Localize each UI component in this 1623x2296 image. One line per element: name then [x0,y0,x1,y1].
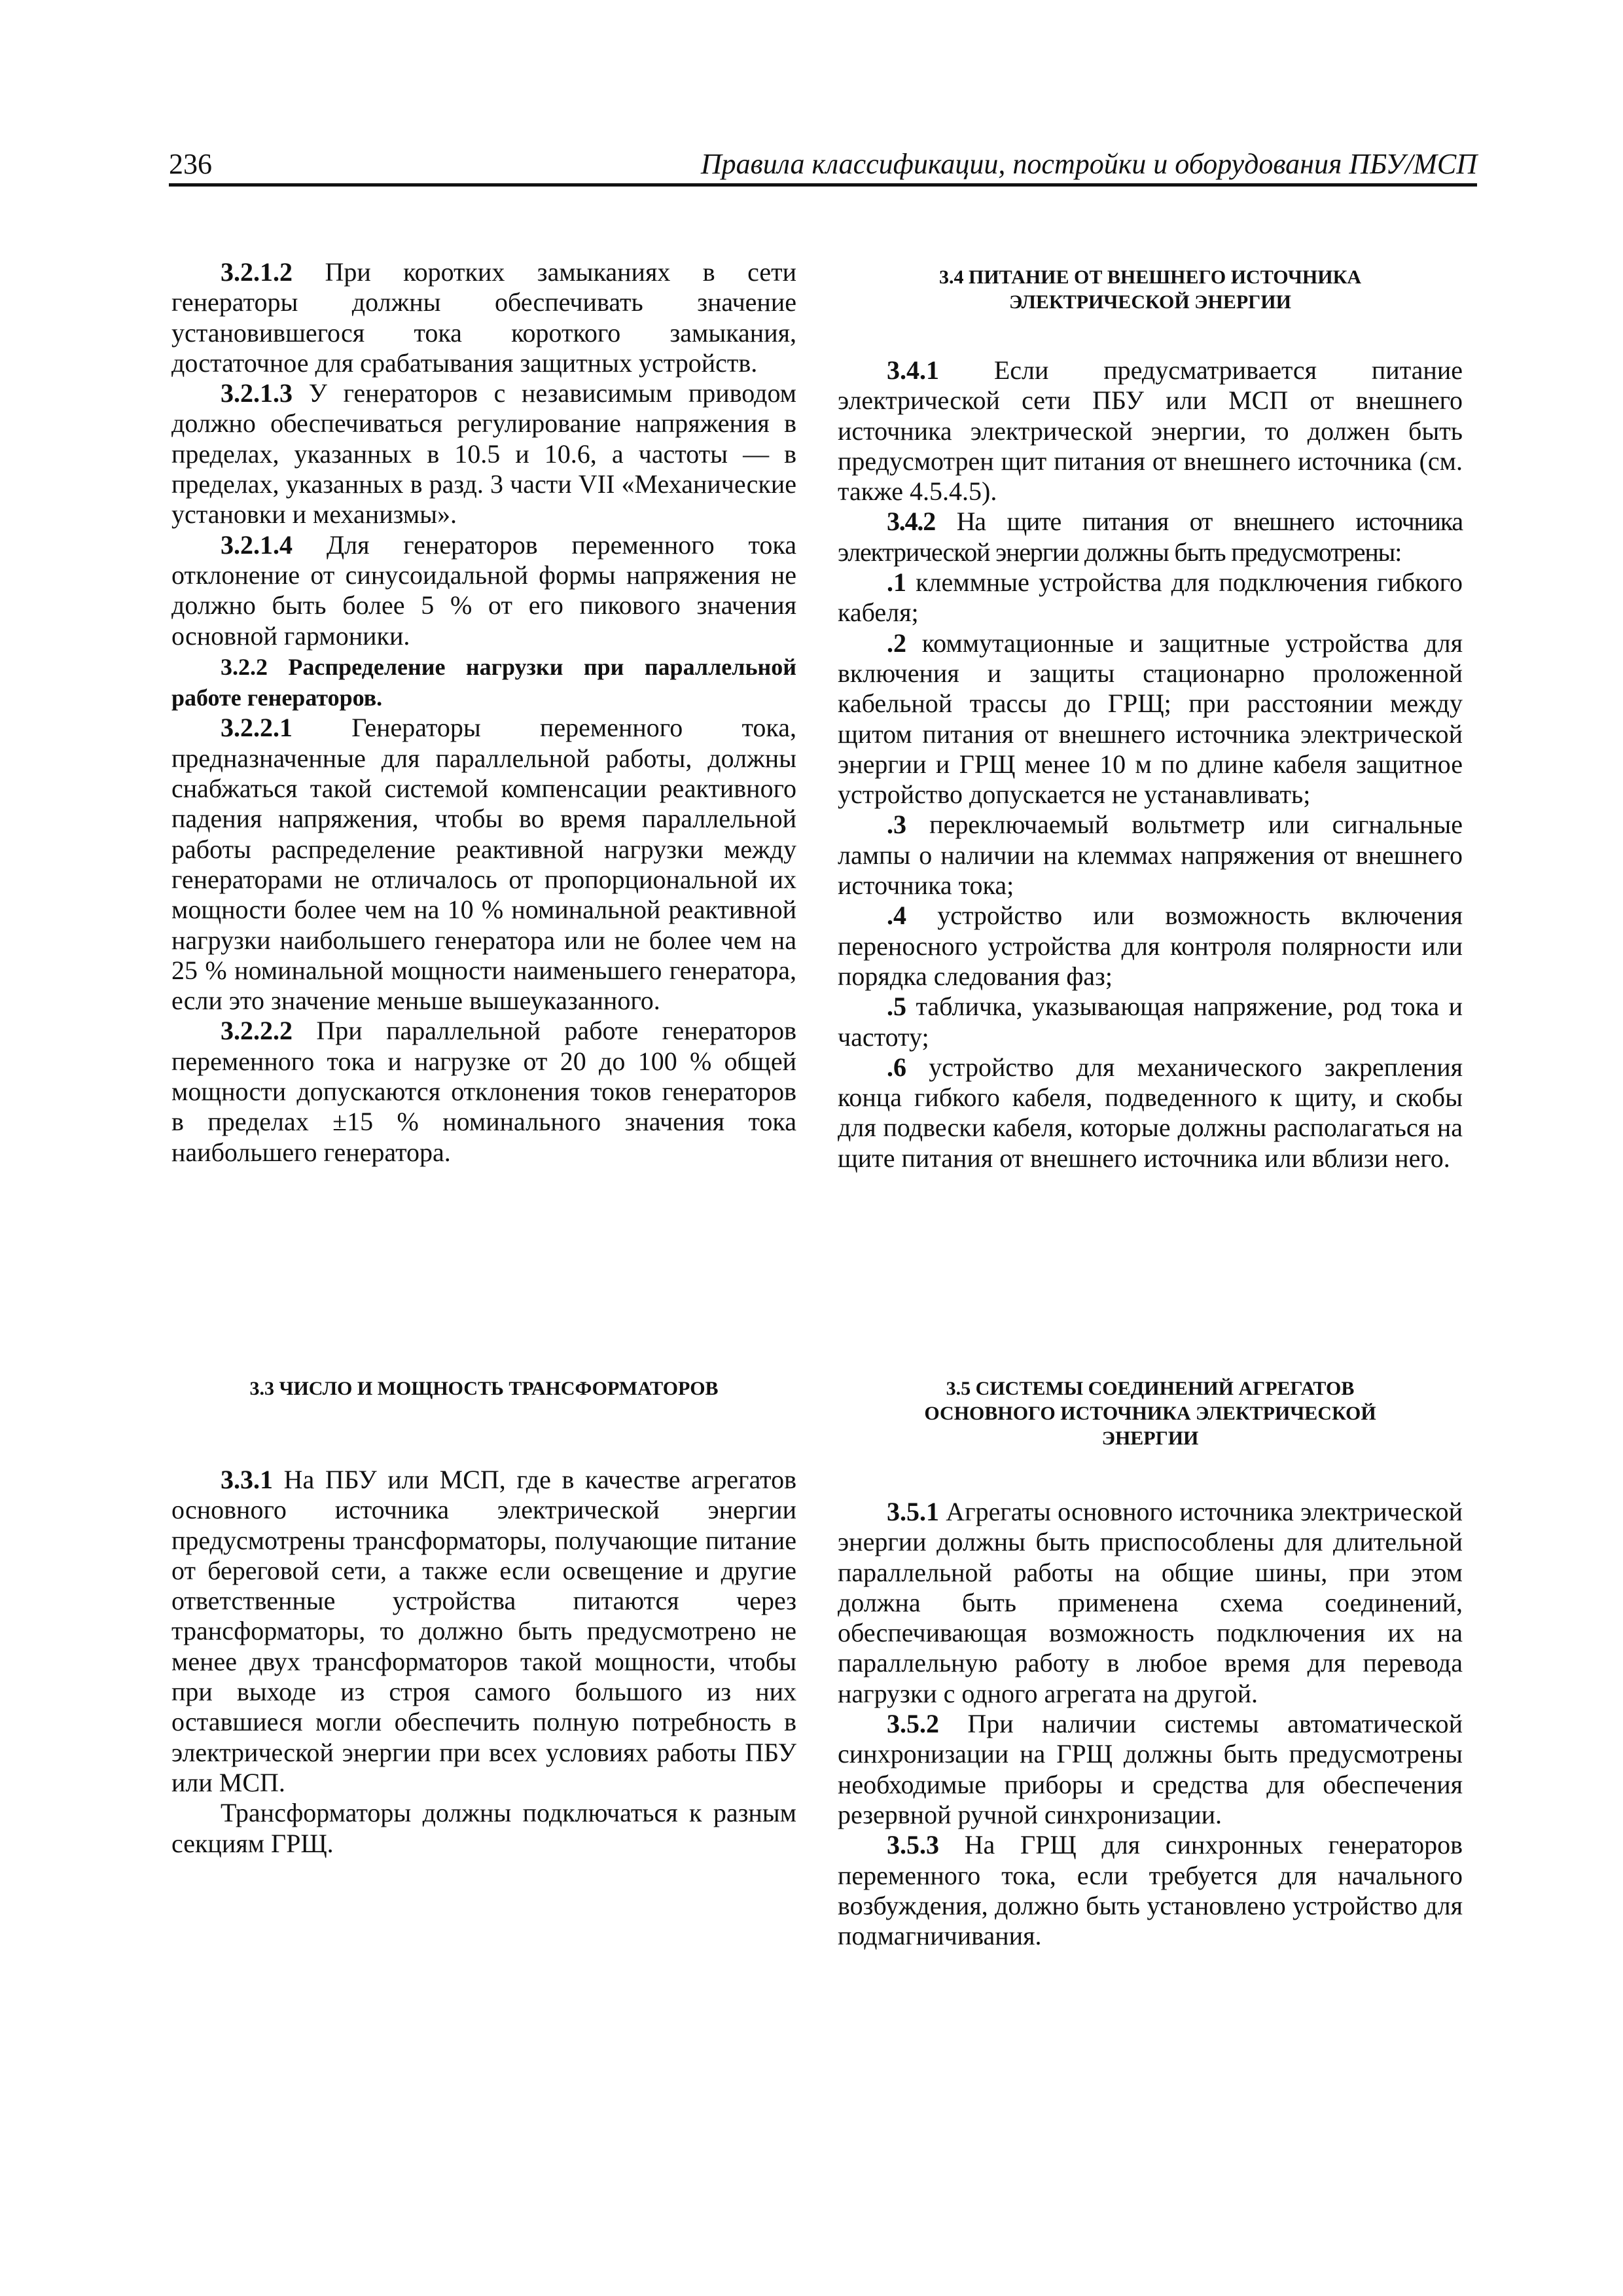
right-column-lower [838,1497,1463,1951]
clause-text: При параллельной работе генераторов переменного тока и нагрузке от 20 до 100 % общей мощности допускаются отклонения токов генераторов в пределах ±15 % номинального значения тока наибольшего генератора. [171,1016,796,1167]
clause-number: 3.2.1.3 [221,378,293,408]
section-heading-3-4: 3.4 ПИТАНИЕ ОТ ВНЕШНЕГО ИСТОЧНИКА ЭЛЕКТРИЧЕСКОЙ ЭНЕРГИИ [939,266,1361,313]
clause-text: При коротких замыканиях в сети генераторы должны обеспечивать значение установившегося тока короткого замыкания, достаточное для срабатывания защитных устройств. [171,257,796,378]
paragraph-3-5-2 [838,1709,1463,1830]
paragraph-3-2-1-2 [171,257,796,378]
item-text: устройство для механического закрепления конца гибкого кабеля, подведенного к щиту, и скобы для подвески кабеля, которые должны располагаться на щите питания от внешнего источника или вблизи него. [838,1052,1463,1173]
section-heading-3-3: 3.3 ЧИСЛО И МОЩНОСТЬ ТРАНСФОРМАТОРОВ [249,1378,719,1399]
clause-number: 3.2.1.2 [221,257,293,287]
item-text: клеммные устройства для подключения гибкого кабеля; [838,567,1463,628]
clause-text: Для генераторов переменного тока отклонение от синусоидальной формы напряжения не должно быть более 5 % от его пикового значения основной гармоники. [171,529,796,651]
item-text: устройство или возможность включения переносного устройства для контроля полярности или порядка следования фаз; [838,901,1463,991]
left-column-lower [171,1465,796,1859]
clause-text: У генераторов с независимым приводом должно обеспечиваться регулирование напряжения в пределах, указанных в 10.5 и 10.6, а частоты — в пределах, указанных в разд. 3 части VII «Механические установки и механизмы». [171,378,796,529]
list-item-2 [838,628,1463,810]
paragraph-3-5-3 [838,1830,1463,1951]
item-text: коммутационные и защитные устройства для включения и защиты стационарно проложенной кабельной трассы до ГРЩ; при расстоянии между щитом питания от внешнего источника электрической энергии и ГРЩ менее 10 м по длине кабеля защитное устройство допускается не устанавливать; [838,628,1463,810]
item-text: табличка, указывающая напряжение, род тока и частоту; [838,992,1463,1052]
clause-text: На щите питания от внешнего источника электрической энергии должны быть предусмотрены: [838,507,1463,567]
paragraph-3-3-1 [171,1465,796,1798]
item-number: .3 [887,810,906,840]
section-heading-3-5: 3.5 СИСТЕМЫ СОЕДИНЕНИЙ АГРЕГАТОВ ОСНОВНОГО ИСТОЧНИКА ЭЛЕКТРИЧЕСКОЙ ЭНЕРГИИ [924,1378,1376,1449]
paragraph-3-4-2 [838,507,1463,567]
left-column-upper [171,257,796,1168]
clause-number: 3.5.3 [887,1830,939,1860]
clause-text: На ГРЩ для синхронных генераторов переменного тока, если требуется для начального возбуждения, должно быть установлено устройство для подмагничивания. [838,1830,1463,1951]
clause-number: 3.3.1 [221,1465,273,1494]
clause-text: На ПБУ или МСП, где в качестве агрегатов основного источника электрической энергии предусмотрены трансформаторы, получающие питание от береговой сети, а также если освещение и другие ответственные устройства питаются через трансформаторы, то должно быть предусмотрено не менее двух трансформаторов такой мощности, чтобы при выходе из строя самого большого из них оставшиеся могли обеспечить полную потребность в электрической энергии при всех условиях работы ПБУ или МСП. [171,1465,796,1797]
paragraph-3-4-1 [838,355,1463,507]
page-number: 236 [169,148,212,180]
clause-number: 3.4.1 [887,355,939,385]
page-header [169,147,1477,187]
clause-number: 3.2.2.2 [221,1016,293,1046]
item-number: .4 [887,901,906,931]
paragraph-3-2-2-2 [171,1016,796,1167]
paragraph-3-2-2-1 [171,713,796,1016]
item-number: .6 [887,1052,906,1082]
clause-text: При наличии системы автоматической синхронизации на ГРЩ должны быть предусмотрены необходимые приборы и средства для обеспечения резервной ручной синхронизации. [838,1709,1463,1829]
list-item-1 [838,567,1463,628]
clause-number: 3.5.2 [887,1709,939,1739]
list-item-5 [838,992,1463,1052]
paragraph-3-2-1-4 [171,530,796,651]
item-number: .1 [887,567,906,598]
item-number: .2 [887,628,906,658]
subsection-heading-3-2-2 [171,651,796,713]
paragraph-3-5-1 [838,1497,1463,1709]
paragraph-transformers-sections: Трансформаторы должны подключаться к разным секциям ГРЩ. [171,1798,796,1858]
clause-text: Генераторы переменного тока, предназначенные для параллельной работы, должны снабжаться такой системой компенсации реактивного падения напряжения, чтобы во время параллельной работы распределение реактивной нагрузки между генераторами не отличалось от пропорциональной их мощности более чем на 10 % номинальной реактивной нагрузки наибольшего генератора или не более чем на 25 % номинальной мощности наименьшего генератора, если это значение меньше вышеуказанного. [171,713,796,1016]
list-item-3 [838,810,1463,901]
right-column-upper [838,355,1463,1174]
list-item-6 [838,1052,1463,1174]
running-title: Правила классификации, постройки и оборудования ПБУ/МСП [700,148,1477,180]
list-item-4 [838,901,1463,992]
clause-number: 3.5.1 [887,1497,939,1526]
subsection-heading-text: 3.2.2 Распределение нагрузки при параллельной работе генераторов. [171,653,796,711]
item-text: переключаемый вольтметр или сигнальные лампы о наличии на клеммах напряжения от внешнего источника тока; [838,810,1463,901]
clause-number: 3.2.1.4 [221,529,293,560]
clause-text: Если предусматривается питание электрической сети ПБУ или МСП от внешнего источника электрической энергии, то должен быть предусмотрен щит питания от внешнего источника (см. также 4.5.4.5). [838,355,1463,507]
clause-number: 3.2.2.1 [221,713,293,743]
clause-text: Агрегаты основного источника электрической энергии должны быть приспособлены для длительной параллельной работы на общие шины, при этом должна быть применена схема соединений, обеспечивающая возможность подключения их на параллельную работу в любое время для перевода нагрузки с одного агрегата на другой. [838,1497,1463,1708]
item-number: .5 [887,992,906,1022]
paragraph-3-2-1-3 [171,378,796,529]
clause-number: 3.4.2 [887,507,936,537]
